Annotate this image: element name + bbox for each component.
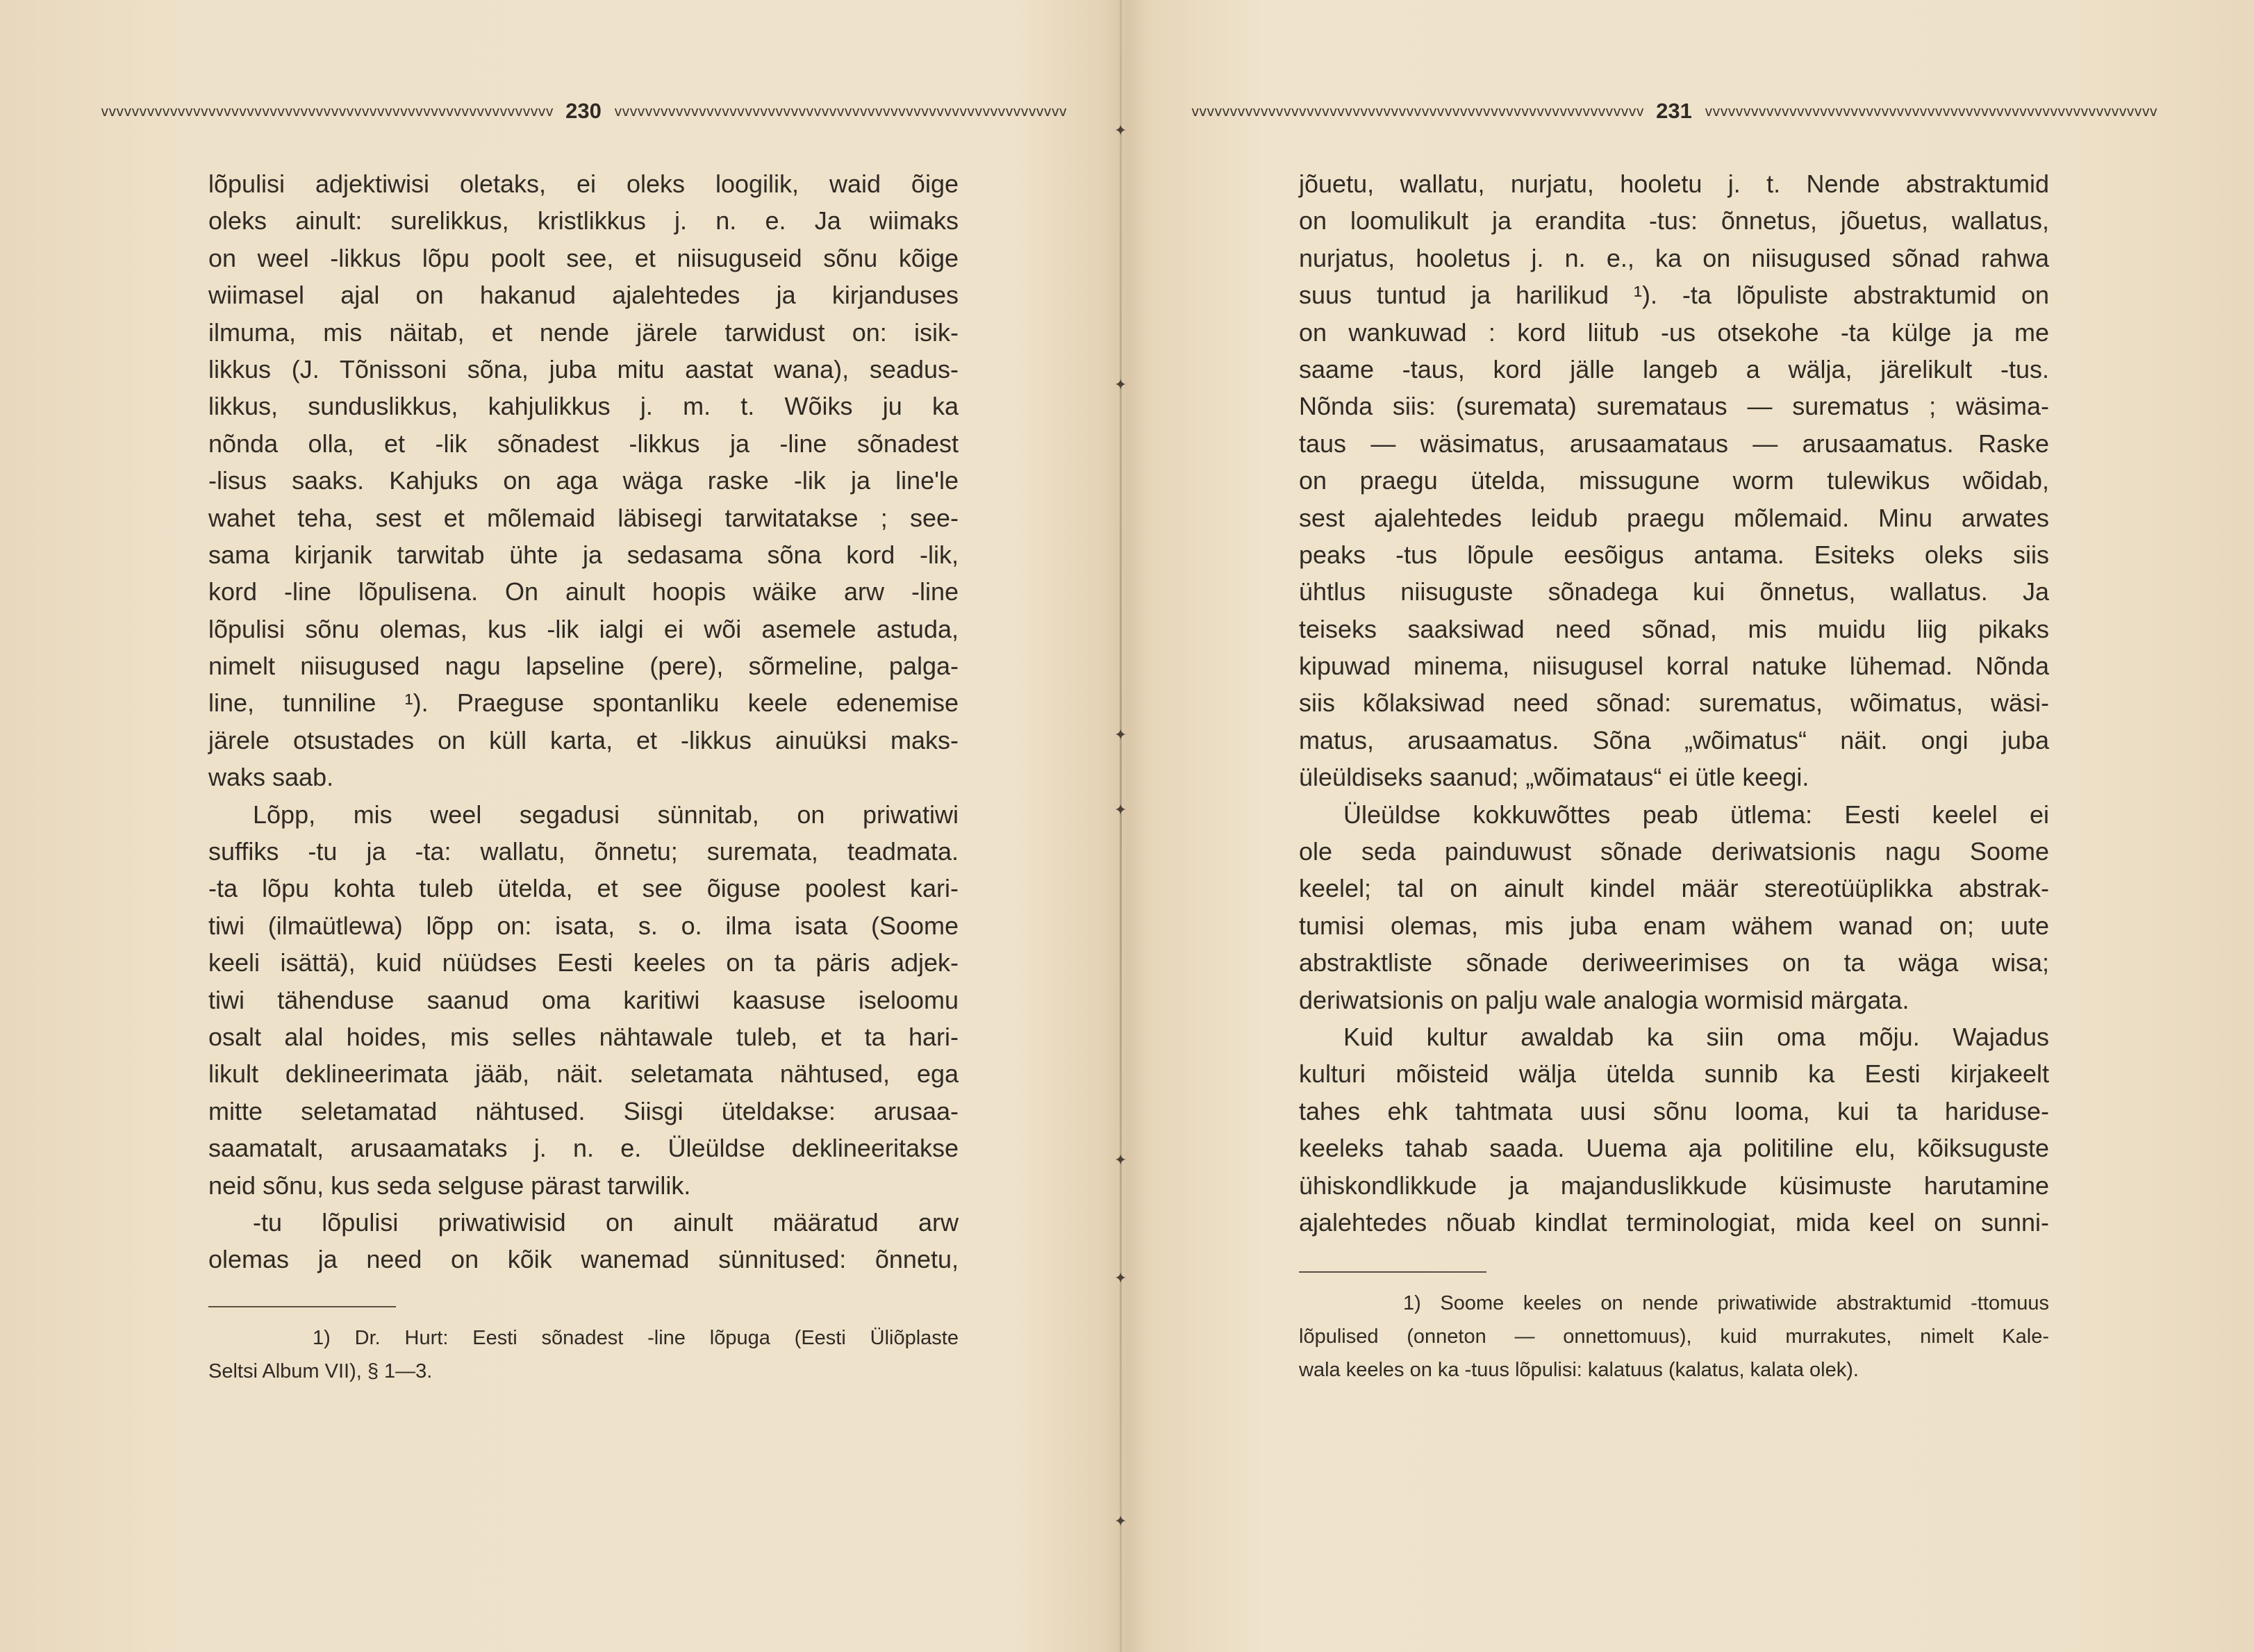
- text-line: Kuid kultur awaldab ka siin oma mõju. Wajadus: [1343, 1022, 2049, 1051]
- text-line: lõpulisi sõnu olemas, kus -lik ialgi ei wõi asemele astuda,: [208, 614, 959, 643]
- text-line: suffiks -tu ja -ta: wallatu, õnnetu; suremata, teadmata.: [208, 837, 959, 866]
- text-line: -tu lõpulisi priwatiwisid on ainult määratud arw: [253, 1207, 959, 1237]
- text-line: deriwatsionis on palju wale analogia wormisid märgata.: [1299, 985, 1909, 1014]
- page-body-text: [1299, 165, 2049, 1241]
- footnote-line: 1) Dr. Hurt: Eesti sõnadest -line lõpuga (Eesti Üliõplaste: [313, 1326, 959, 1349]
- page-body-text: [208, 165, 959, 1278]
- footnote-line: lõpulised (onneton — onnettomuus), kuid murrakutes, nimelt Kale-: [1299, 1325, 2049, 1348]
- text-line: kulturi mõisteid wälja ütelda sunnib ka Eesti kirjakeelt: [1299, 1059, 2049, 1089]
- text-line: abstraktliste sõnade deriweerimises on ta wäga wisa;: [1299, 948, 2049, 977]
- text-line: ilmuma, mis näitab, et nende järele tarwidust on: isik-: [208, 317, 959, 347]
- binding-stitch: ✦: [1114, 727, 1127, 744]
- text-line: wiimasel ajal on hakanud ajalehtedes ja kirjanduses: [208, 281, 959, 310]
- header-ornament: vvvvvvvvvvvvvvvvvvvvvvvvvvvvvvvvvvvvvvvvvvvvvvvvvvvvvvvvvvv: [1191, 103, 1644, 119]
- text-line: järele otsustades on küll karta, et -likkus ainuüksi maks-: [208, 725, 959, 754]
- text-line: üleüldiseks saanud; „wõimataus“ ei ütle keegi.: [1299, 763, 1809, 792]
- footnote-separator: [1299, 1271, 1486, 1273]
- footnote-line: 1) Soome keeles on nende priwatiwide abstraktumid -ttomuus: [1403, 1292, 2049, 1315]
- book-gutter: [1120, 0, 1122, 1652]
- text-line: suus tuntud ja harilikud ¹). -ta lõpuliste abstraktumid on: [1299, 281, 2049, 310]
- text-line: taus — wäsimatus, arusaamataus — arusaamatus. Raske: [1299, 429, 2049, 458]
- binding-stitch: ✦: [1114, 1270, 1127, 1287]
- text-line: waks saab.: [208, 763, 334, 792]
- text-line: nurjatus, hooletus j. n. e., ka on niisugused sõnad rahwa: [1299, 243, 2049, 272]
- text-line: keelel; tal on ainult kindel määr stereotüüplikka abstrak-: [1299, 874, 2049, 903]
- binding-stitch: ✦: [1114, 802, 1127, 819]
- text-line: Üleüldse kokkuwõttes peab ütlema: Eesti keelel ei: [1343, 800, 2049, 829]
- text-line: saame -taus, kord jälle langeb a wälja, järelikult -tus.: [1299, 354, 2049, 383]
- footnote: [208, 1321, 959, 1388]
- header-ornament: vvvvvvvvvvvvvvvvvvvvvvvvvvvvvvvvvvvvvvvvvvvvvvvvvvvvvvvvvvv: [613, 103, 1067, 119]
- right-page: [1191, 97, 2157, 1591]
- footnote-separator: [208, 1306, 396, 1307]
- header-ornament: vvvvvvvvvvvvvvvvvvvvvvvvvvvvvvvvvvvvvvvvvvvvvvvvvvvvvvvvvvv: [1704, 103, 2157, 119]
- text-line: on loomulikult ja erandita -tus: õnnetus, jõuetus, wallatus,: [1299, 206, 2049, 236]
- text-line: keeleks tahab saada. Uuema aja politiline elu, kõiksuguste: [1299, 1134, 2049, 1163]
- text-line: ühiskondlikkude ja majanduslikkude küsimuste harutamine: [1299, 1171, 2049, 1200]
- text-line: tahes ehk tahtmata uusi sõnu looma, kui ta hariduse-: [1299, 1096, 2049, 1125]
- text-line: keeli isättä), kuid nüüdses Eesti keeles on ta päris adjek-: [208, 948, 959, 977]
- binding-stitch: ✦: [1114, 122, 1127, 140]
- text-line: tiwi tähenduse saanud oma karitiwi kaasuse iseloomu: [208, 985, 959, 1014]
- footnote-line: wala keeles on ka -tuus lõpulisi: kalatuus (kalatus, kalata olek).: [1299, 1359, 1859, 1382]
- text-line: jõuetu, wallatu, nurjatu, hooletu j. t. Nende abstraktumid: [1299, 170, 2049, 198]
- text-line: Nõnda siis: (suremata) suremataus — surematus ; wäsima-: [1299, 392, 2049, 421]
- text-line: on praegu ütelda, missugune worm tulewikus wõidab,: [1299, 466, 2049, 495]
- text-line: line, tunniline ¹). Praeguse spontanliku keele edenemise: [208, 688, 959, 718]
- page-header: [100, 97, 1067, 125]
- binding-stitch: ✦: [1114, 1152, 1127, 1169]
- text-line: mitte seletamatad nähtused. Siisgi üteldakse: arusaa-: [208, 1096, 959, 1125]
- binding-stitch: ✦: [1114, 1513, 1127, 1530]
- text-line: osalt alal hoides, mis selles nähtawale tuleb, et ta hari-: [208, 1022, 959, 1051]
- text-line: teiseks saaksiwad need sõnad, mis muidu liig pikaks: [1299, 614, 2049, 643]
- text-line: lõpulisi adjektiwisi oletaks, ei oleks loogilik, waid õige: [208, 170, 959, 198]
- text-line: on weel -likkus lõpu poolt see, et niisuguseid sõnu kõige: [208, 243, 959, 272]
- text-line: likult deklineerimata jääb, näit. seletamata nähtused, ega: [208, 1059, 959, 1089]
- text-line: wahet teha, sest et mõlemaid läbisegi tarwitatakse ; see-: [208, 503, 959, 532]
- text-line: olemas ja need on kõik wanemad sünnitused: õnnetu,: [208, 1245, 959, 1274]
- page-number: 231: [1656, 99, 1692, 123]
- text-line: ühtlus niisuguste sõnadega kui õnnetus, wallatus. Ja: [1299, 577, 2049, 606]
- text-line: tumisi olemas, mis juba enam wähem wanad on; uute: [1299, 911, 2049, 940]
- text-line: sama kirjanik tarwitab ühte ja sedasama sõna kord -lik,: [208, 540, 959, 569]
- text-line: nimelt niisugused nagu lapseline (pere), sõrmeline, palga-: [208, 652, 959, 681]
- text-line: kord -line lõpulisena. On ainult hoopis wäike arw -line: [208, 577, 959, 606]
- page-number: 230: [565, 99, 602, 123]
- text-line: nõnda olla, et -lik sõnadest -likkus ja -line sõnadest: [208, 429, 959, 458]
- footnote-line: Seltsi Album VII), § 1—3.: [208, 1360, 433, 1382]
- text-line: saamatalt, arusaamataks j. n. e. Üleüldse deklineeritakse: [208, 1134, 959, 1163]
- text-line: sest ajalehtedes leidub praegu mõlemaid. Minu arwates: [1299, 503, 2049, 532]
- text-line: -ta lõpu kohta tuleb ütelda, et see õiguse poolest kari-: [208, 874, 959, 903]
- text-line: neid sõnu, kus seda selguse pärast tarwilik.: [208, 1171, 691, 1200]
- left-page: [100, 97, 1067, 1591]
- binding-stitch: ✦: [1114, 377, 1127, 394]
- header-ornament: vvvvvvvvvvvvvvvvvvvvvvvvvvvvvvvvvvvvvvvvvvvvvvvvvvvvvvvvvvv: [100, 103, 554, 119]
- text-line: matus, arusaamatus. Sõna „wõimatus“ näit. ongi juba: [1299, 725, 2049, 754]
- text-line: ole seda painduwust sõnade deriwatsionis nagu Soome: [1299, 837, 2049, 866]
- text-line: likkus, sunduslikkus, kahjulikkus j. m. t. Wõiks ju ka: [208, 392, 959, 421]
- text-line: peaks -tus lõpule eesõigus antama. Esiteks oleks siis: [1299, 540, 2049, 569]
- text-line: likkus (J. Tõnissoni sõna, juba mitu aastat wana), seadus-: [208, 354, 959, 383]
- footnote: [1299, 1287, 2049, 1387]
- text-line: tiwi (ilmaütlewa) lõpp on: isata, s. o. ilma isata (Soome: [208, 911, 959, 940]
- text-line: siis kõlaksiwad need sõnad: surematus, wõimatus, wäsi-: [1299, 688, 2049, 718]
- text-line: kipuwad minema, niisugusel korral natuke lühemad. Nõnda: [1299, 652, 2049, 681]
- text-line: -lisus saaks. Kahjuks on aga wäga raske -lik ja line'le: [208, 466, 959, 495]
- text-line: ajalehtedes nõuab kindlat terminologiat, mida keel on sunni-: [1299, 1207, 2049, 1237]
- text-line: oleks ainult: surelikkus, kristlikkus j. n. e. Ja wiimaks: [208, 206, 959, 236]
- text-line: Lõpp, mis weel segadusi sünnitab, on priwatiwi: [253, 800, 959, 829]
- text-line: on wankuwad : kord liitub -us otsekohe -ta külge ja me: [1299, 317, 2049, 347]
- page-header: [1191, 97, 2157, 125]
